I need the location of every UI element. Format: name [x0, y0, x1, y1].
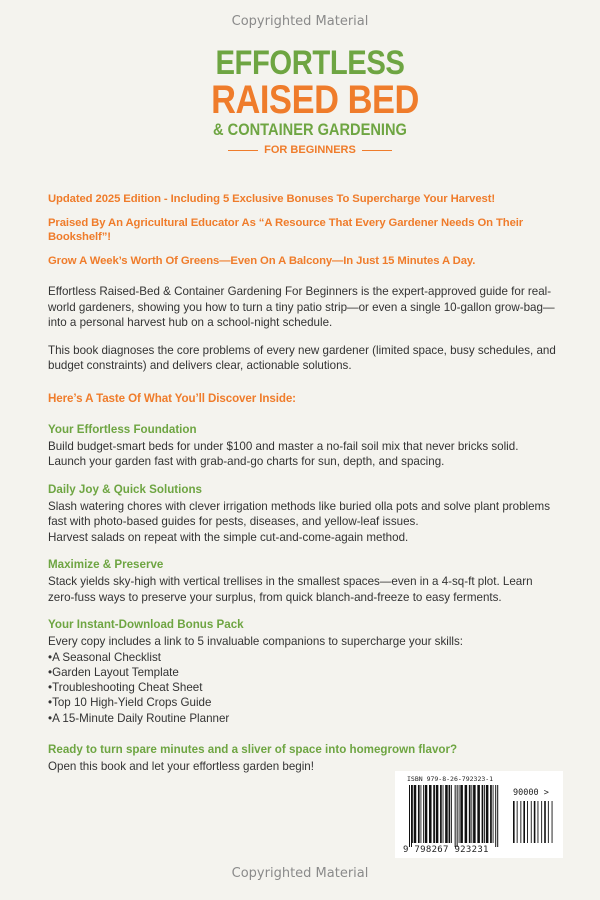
logo-line-for-beginners — [195, 144, 425, 156]
highlight-praise: Praised By An Agricultural Educator As “A Resource That Every Gardener Needs On Their Bookshelf”! — [48, 217, 524, 243]
closing-heading: Ready to turn spare minutes and a sliver of space into homegrown flavor? — [48, 742, 458, 756]
barcode-bar — [459, 785, 460, 843]
barcode-bar — [482, 785, 484, 843]
section-paragraph: Slash watering chores with clever irrigation methods like buried olla pots and solve plant problems fast with photo-based guides for pests, diseases, and yellow-leaf issues. — [48, 499, 551, 528]
barcode-number: 9 798267 923231 — [403, 845, 489, 855]
price-barcode-bar — [534, 801, 536, 843]
copyright-watermark-bottom: Copyrighted Material — [231, 866, 369, 881]
barcode-bar — [497, 785, 498, 847]
barcode-bar — [418, 785, 420, 843]
price-code: 90000 > — [513, 788, 549, 798]
barcode-bar — [425, 785, 428, 843]
logo-rule-left — [228, 150, 258, 151]
barcode-bar — [490, 785, 492, 843]
closing-text: Open this book and let your effortless garden begin! — [48, 759, 314, 773]
barcode-bar — [477, 785, 480, 843]
back-cover-copy — [48, 192, 558, 786]
bonus-intro: Every copy includes a link to 5 invaluable companions to supercharge your skills: — [48, 635, 464, 648]
barcode-bar — [449, 785, 451, 843]
isbn-text: ISBN 979-8-26-792323-1 — [407, 775, 494, 783]
isbn-barcode — [395, 771, 563, 858]
barcode-bar — [469, 785, 471, 843]
barcode-bar — [465, 785, 468, 843]
barcode-bar — [484, 785, 485, 843]
price-barcode-bar — [552, 801, 553, 843]
barcode-bar — [443, 785, 444, 843]
section-heading: Daily Joy & Quick Solutions — [48, 482, 202, 496]
bonus-item: • A 15-Minute Daily Routine Planner — [48, 711, 558, 726]
price-barcode-bar — [520, 801, 521, 843]
bonus-item: • Top 10 High-Yield Crops Guide — [48, 695, 558, 710]
highlight-greens: Grow A Week’s Worth Of Greens—Even On A Balcony—In Just 15 Minutes A Day. — [48, 255, 476, 267]
barcode-bar — [421, 785, 422, 843]
price-barcode-bar — [541, 801, 542, 843]
barcode-bar — [411, 785, 412, 847]
barcode-bar — [471, 785, 472, 843]
bonus-heading: Your Instant-Download Bonus Pack — [48, 618, 244, 631]
barcode-bar — [412, 785, 413, 843]
intro-paragraph-1: Effortless Raised-Bed & Container Gardening For Beginners is the expert-approved guide for real-world gardeners, showing you how to turn a tiny patio strip—or even a single 10-gallon grow-bag—into a personal harvest hub on a school-night schedule. — [48, 285, 555, 329]
price-barcode-bar — [538, 801, 539, 843]
section-maximize — [48, 557, 558, 605]
section-foundation — [48, 422, 558, 470]
barcode-bar — [451, 785, 452, 843]
barcode-bar — [414, 785, 417, 843]
section-paragraph: Harvest salads on repeat with the simple cut-and-come-again method. — [48, 530, 409, 544]
barcode-bar — [436, 785, 439, 843]
price-barcode-bar — [517, 801, 518, 843]
barcode-bar — [409, 785, 410, 847]
barcode-bar — [440, 785, 442, 843]
bonus-item: • A Seasonal Checklist — [48, 650, 558, 665]
barcode-bar — [493, 785, 494, 843]
bonus-item: • Garden Layout Template — [48, 665, 558, 680]
barcode-bar — [460, 785, 463, 843]
logo-for-beginners-text: FOR BEGINNERS — [264, 144, 356, 156]
logo-line-container-gardening: & CONTAINER GARDENING — [213, 120, 407, 139]
section-heading: Your Effortless Foundation — [48, 422, 197, 436]
barcode-bar — [423, 785, 424, 843]
logo-line-raised-bed: RAISED BED — [211, 78, 419, 122]
barcode-bar — [473, 785, 476, 843]
highlight-edition: Updated 2025 Edition - Including 5 Exclusive Bonuses To Supercharge Your Harvest! — [48, 193, 496, 205]
price-barcode-bar — [531, 801, 532, 843]
logo-rule-right — [362, 150, 392, 151]
book-logo — [195, 46, 425, 156]
barcode-bar — [455, 785, 456, 847]
price-barcode-bar — [523, 801, 525, 843]
section-paragraph: Stack yields sky-high with vertical trellises in the smallest spaces—even in a 4-sq-ft plot. Learn zero-fuss ways to preserve your surplus, from quick blanch-and-freeze to easy ferments. — [48, 575, 533, 604]
bonus-list — [48, 650, 558, 726]
price-barcode-bar — [544, 801, 546, 843]
copyright-watermark-top: Copyrighted Material — [231, 14, 369, 29]
section-daily-joy — [48, 482, 558, 546]
price-barcode-bar — [548, 801, 549, 843]
section-paragraph: Build budget-smart beds for under $100 and master a no-fail soil mix that never bricks solid. Launch your garden fast with grab-and-go charts for sun, depth, and spacing. — [48, 439, 519, 468]
barcode-bar — [457, 785, 458, 847]
taste-heading: Here’s A Taste Of What You’ll Discover Inside: — [48, 391, 296, 405]
bonus-item: • Troubleshooting Cheat Sheet — [48, 680, 558, 695]
barcode-bar — [495, 785, 496, 847]
section-heading: Maximize & Preserve — [48, 558, 164, 571]
price-barcode-bar — [513, 801, 515, 843]
section-bonus-pack — [48, 617, 558, 726]
barcode-bar — [486, 785, 489, 843]
price-barcode-bar — [527, 801, 528, 843]
barcode-bar — [429, 785, 432, 843]
logo-line-effortless: EFFORTLESS — [215, 44, 405, 82]
barcode-bar — [445, 785, 448, 843]
section-closing — [48, 742, 558, 775]
barcode-bar — [433, 785, 435, 843]
intro-paragraph-2: This book diagnoses the core problems of every new gardener (limited space, busy schedules, and budget constraints) and delivers clear, actionable solutions. — [48, 343, 556, 372]
